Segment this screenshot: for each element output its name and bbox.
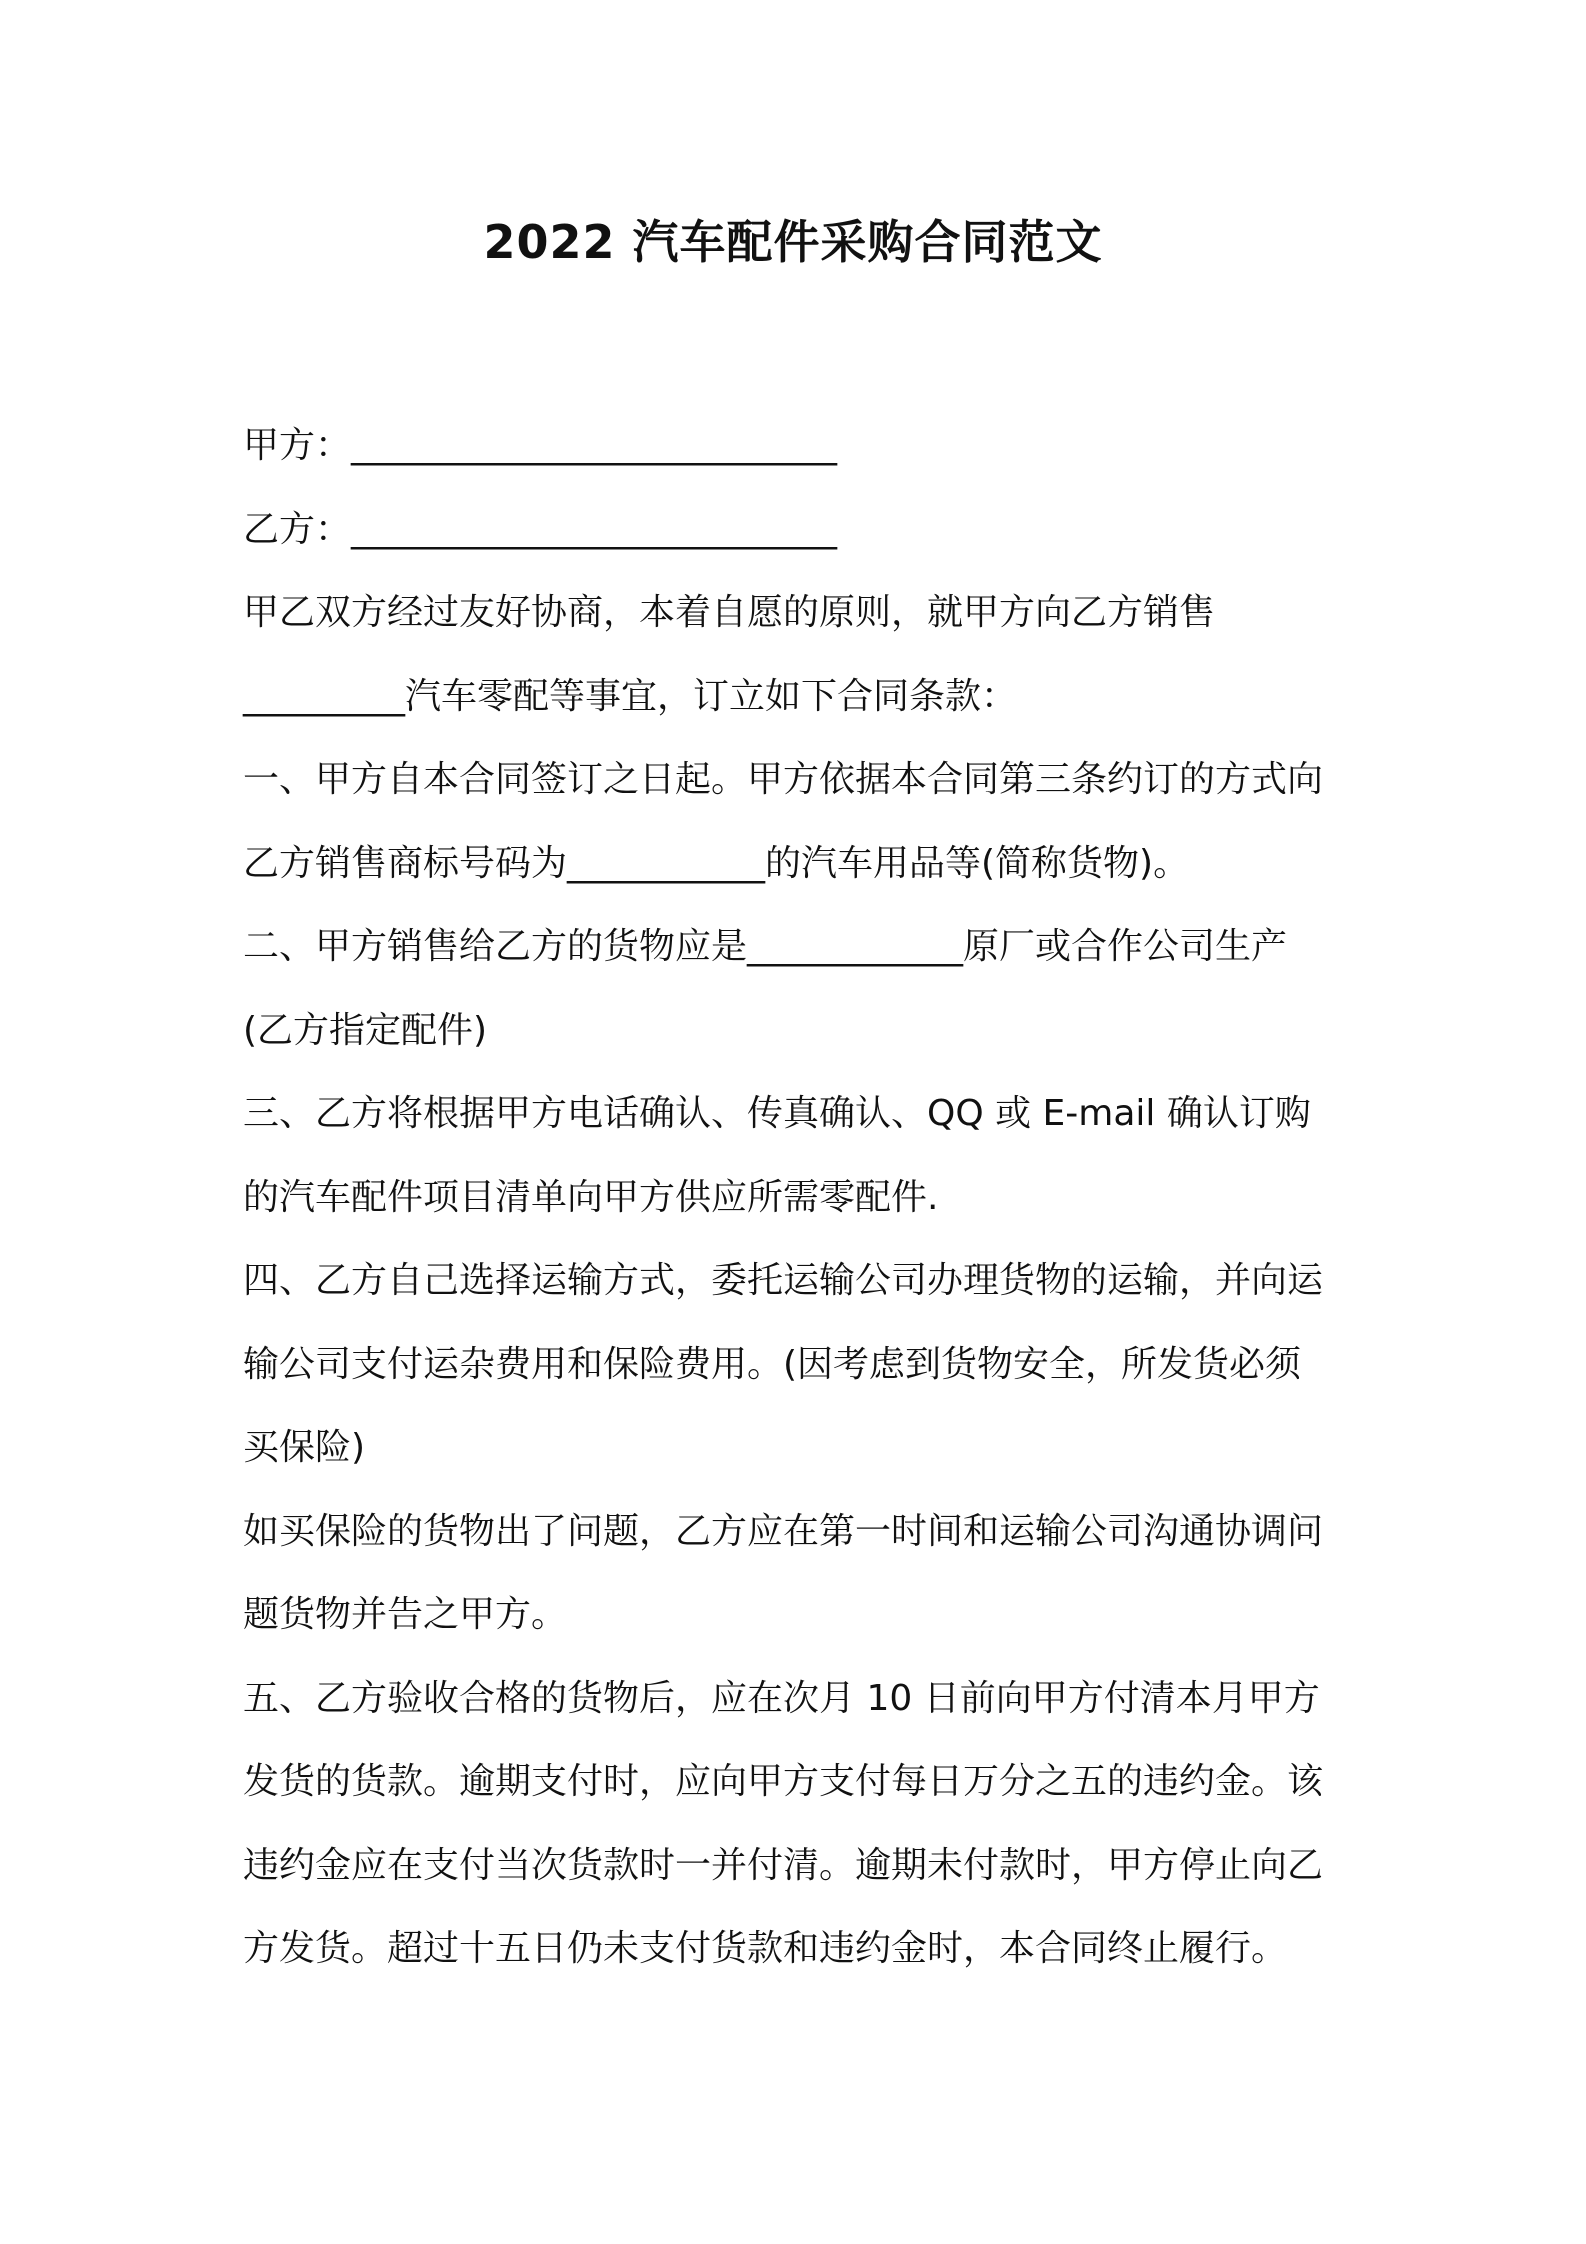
clause-5-line: 发货的货款。逾期支付时，应向甲方支付每日万分之五的违约金。该 — [243, 1761, 1324, 1802]
clause-1-line: 乙方销售商标号码为___________的汽车用品等(简称货物)。 — [243, 842, 1190, 884]
clause-4-line: 四、乙方自己选择运输方式，委托运输公司办理货物的运输，并向运 — [243, 1260, 1324, 1301]
preamble-line: 甲乙双方经过友好协商，本着自愿的原则，就甲方向乙方销售 — [243, 592, 1216, 633]
clause-2-line: (乙方指定配件) — [243, 1009, 488, 1051]
clause-4-line: 输公司支付运杂费用和保险费用。(因考虑到货物安全，所发货必须 — [243, 1343, 1302, 1385]
party-b-line: 乙方：___________________________ — [243, 508, 838, 550]
document-body — [243, 404, 1363, 1991]
clause-5-line: 违约金应在支付当次货款时一并付清。逾期未付款时，甲方停止向乙 — [243, 1844, 1324, 1886]
document-title: 2022 汽车配件采购合同范文 — [483, 215, 1103, 269]
clause-5-line: 五、乙方验收合格的货物后，应在次月 10 日前向甲方付清本月甲方 — [243, 1677, 1320, 1719]
clause-4-line: 买保险) — [243, 1427, 366, 1468]
party-a-line: 甲方：___________________________ — [243, 425, 838, 466]
clause-3-line: 三、乙方将根据甲方电话确认、传真确认、QQ 或 E-mail 确认订购 — [243, 1093, 1311, 1134]
clause-5-line: 方发货。超过十五日仍未支付货款和违约金时，本合同终止履行。 — [243, 1928, 1288, 1969]
clause-4-note-line: 如买保险的货物出了问题，乙方应在第一时间和运输公司沟通协调问 — [243, 1510, 1324, 1552]
preamble-line: _________汽车零配等事宜，订立如下合同条款： — [243, 675, 1018, 717]
clause-4-note-line: 题货物并告之甲方。 — [243, 1594, 568, 1635]
clause-3-line: 的汽车配件项目清单向甲方供应所需零配件. — [243, 1176, 939, 1218]
clause-2-line: 二、甲方销售给乙方的货物应是____________原厂或合作公司生产 — [243, 926, 1288, 967]
clause-1-line: 一、甲方自本合同签订之日起。甲方依据本合同第三条约订的方式向 — [243, 759, 1324, 800]
